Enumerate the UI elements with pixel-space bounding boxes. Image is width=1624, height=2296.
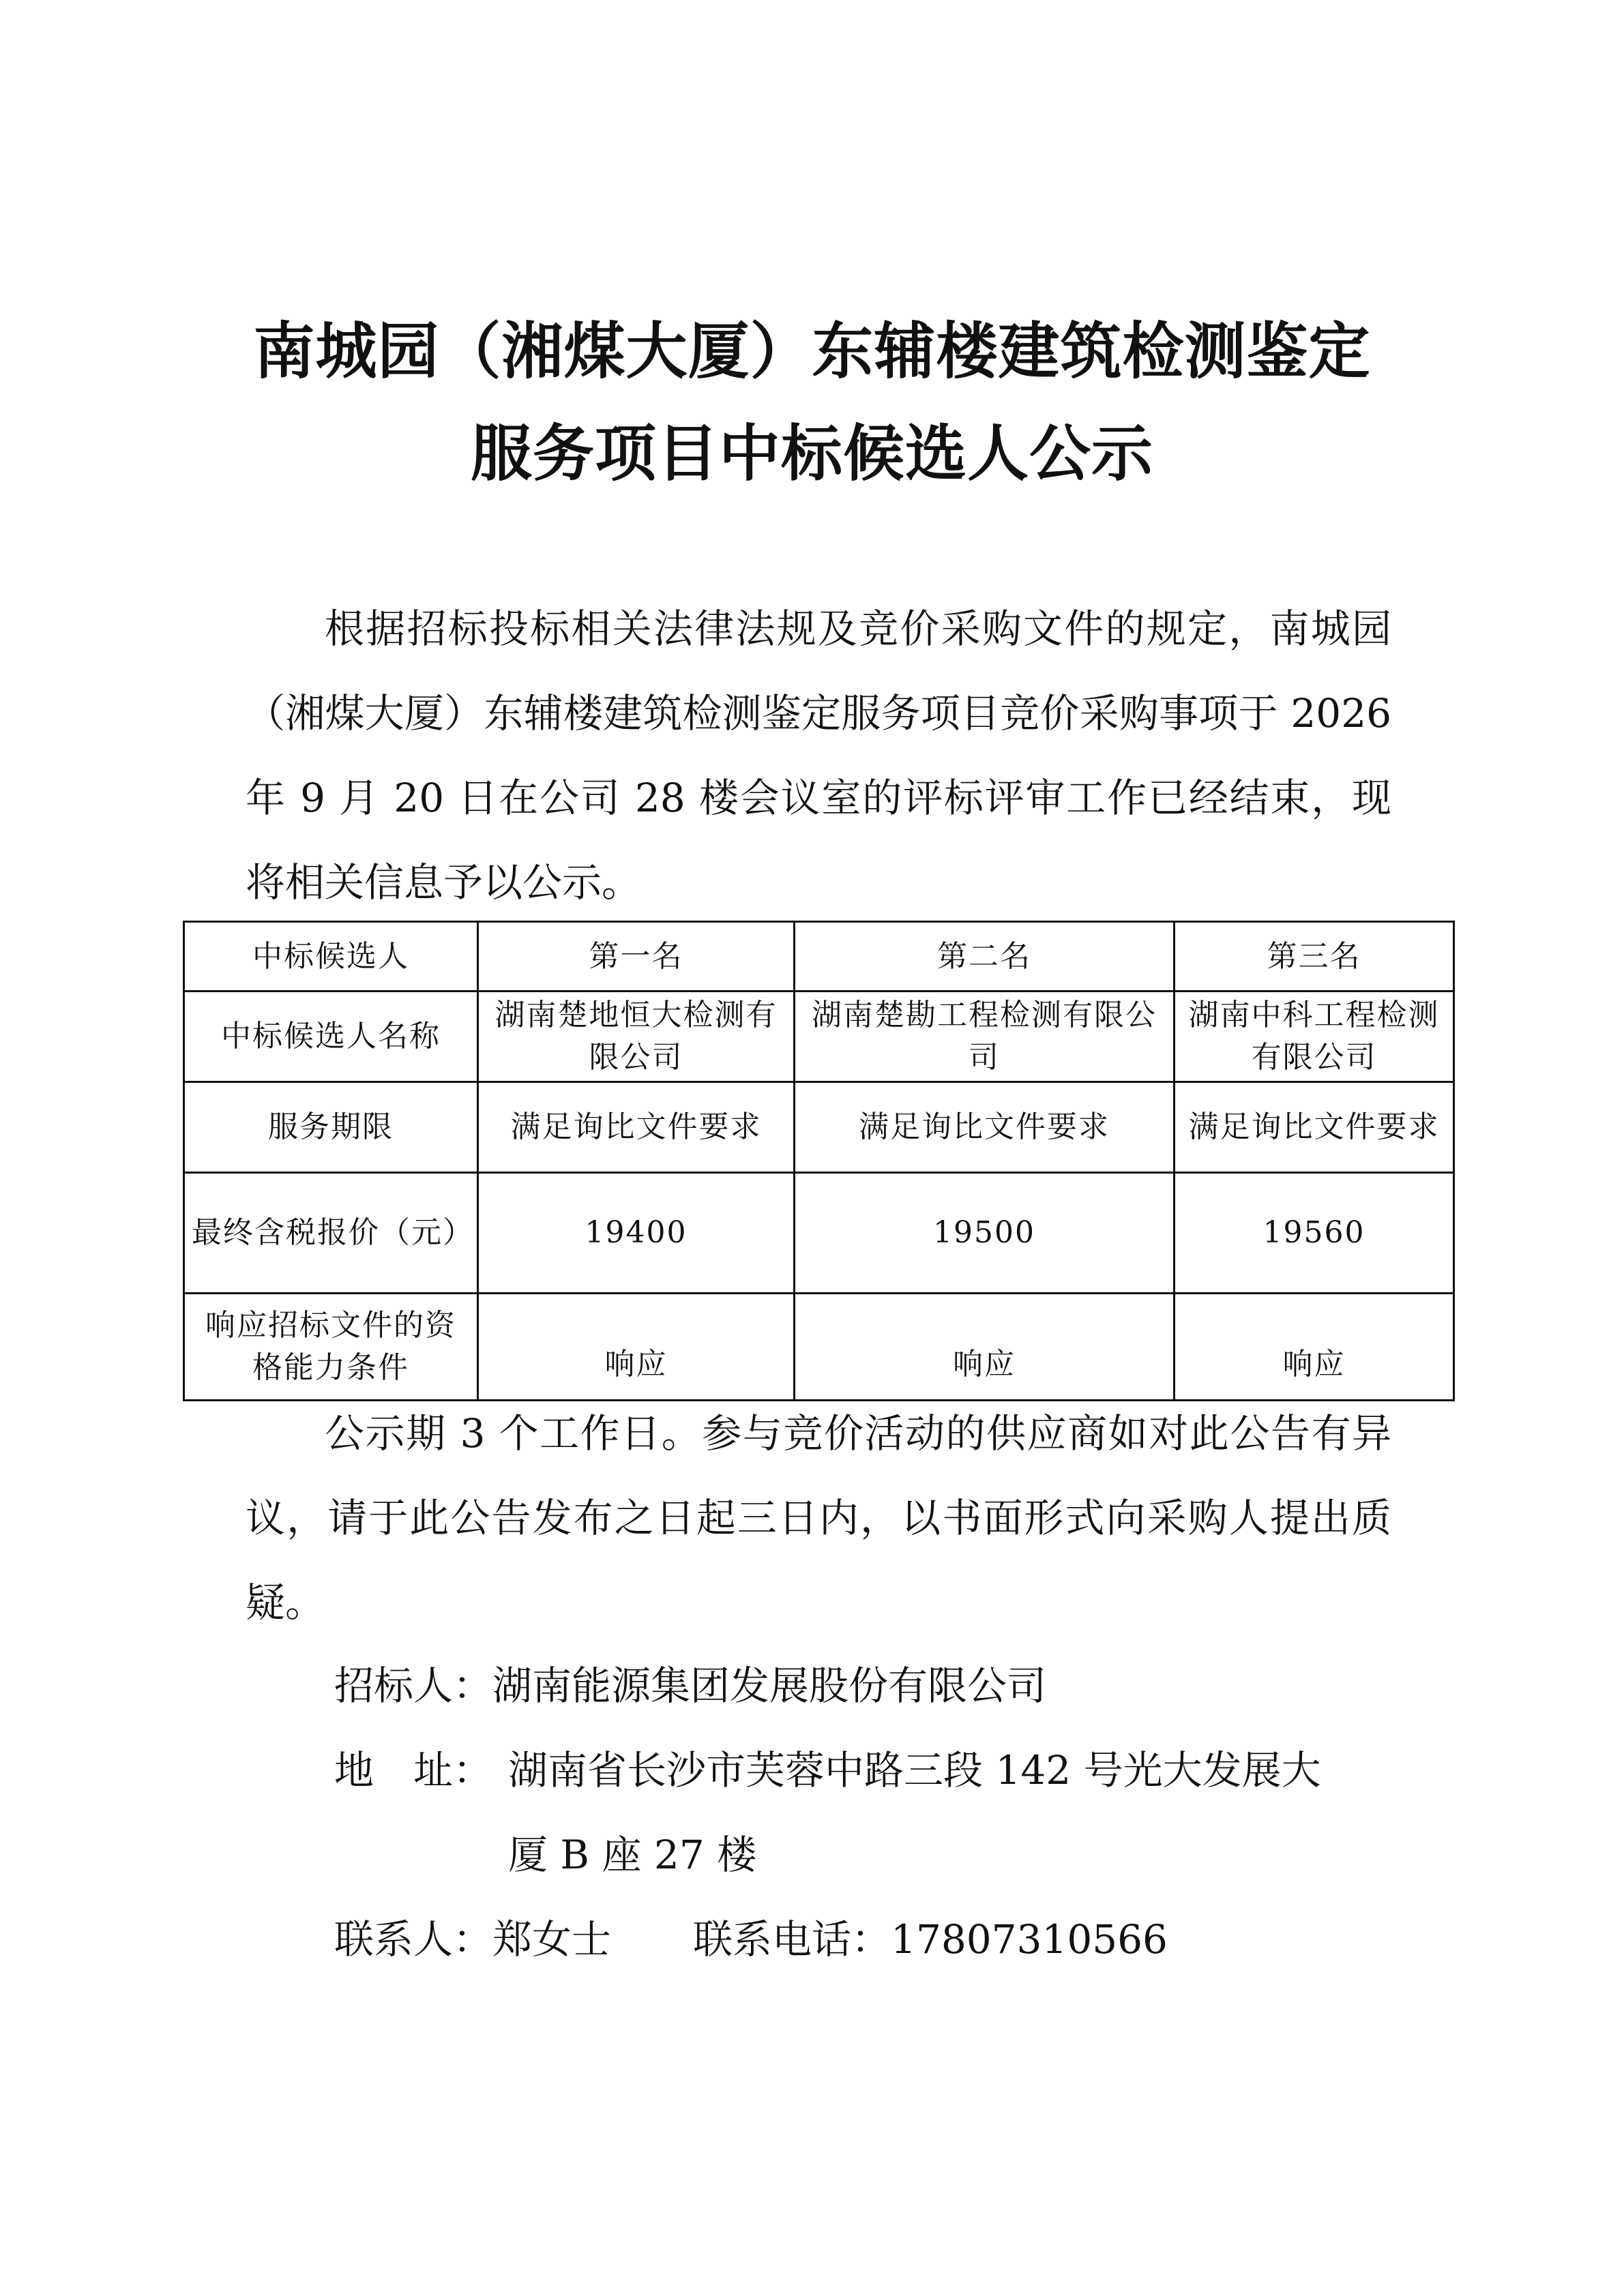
address-label: 地 址： (334, 1747, 493, 1793)
contact-label: 联系人： (334, 1916, 493, 1963)
bidder-line (334, 1643, 1046, 1728)
table-cell: 湖南中科工程检测有限公司 (1175, 992, 1454, 1082)
bidder-label: 招标人： (334, 1663, 493, 1709)
bidder-name: 湖南能源集团发展股份有限公司 (492, 1663, 1047, 1709)
notice-paragraph: 公示期 3 个工作日。参与竞价活动的供应商如对此公告有异议，请于此公告发布之日起三日内，以书面形式向采购人提出质疑。 (246, 1410, 1391, 1626)
address-text-1: 湖南省长沙市芙蓉中路三段 142 号光大发展大 (508, 1747, 1321, 1793)
table-cell: 响应 (795, 1294, 1175, 1401)
row-label: 中标候选人名称 (184, 992, 478, 1082)
table-cell: 满足询比文件要求 (1175, 1082, 1454, 1173)
contact-name: 郑女士 (492, 1916, 612, 1963)
address-line (334, 1728, 1321, 1813)
candidate-table (183, 921, 1455, 1401)
phone-label: 联系电话： (693, 1916, 891, 1963)
table-cell: 满足询比文件要求 (478, 1082, 795, 1173)
row-label: 响应招标文件的资格能力条件 (184, 1294, 478, 1401)
table-cell: 19560 (1175, 1173, 1454, 1294)
table-row-candidate-name (184, 992, 1454, 1082)
table-header-cell: 第三名 (1175, 922, 1454, 992)
intro-paragraph: 根据招标投标相关法律法规及竞价采购文件的规定，南城园（湘煤大厦）东辅楼建筑检测鉴定服务项目竞价采购事项于 2026 年 9 月 20 日在公司 28 楼会议室的评标评审工作已经结束，现将相关信息予以公示。 (246, 606, 1391, 906)
table-header-cell: 第一名 (478, 922, 795, 992)
table-cell: 湖南楚勘工程检测有限公司 (795, 992, 1175, 1082)
table-header-cell: 第二名 (795, 922, 1175, 992)
table-header-cell: 中标候选人 (184, 922, 478, 992)
row-label: 服务期限 (184, 1082, 478, 1173)
table-cell: 湖南楚地恒大检测有限公司 (478, 992, 795, 1082)
document-title-line-2: 服务项目中标候选人公示 (471, 417, 1153, 490)
address-line-2 (508, 1813, 756, 1897)
contact-line (334, 1897, 1168, 1982)
row-label: 最终含税报价（元） (184, 1173, 478, 1294)
table-row-service-period (184, 1082, 1454, 1173)
table-cell: 响应 (1175, 1294, 1454, 1401)
table-cell: 19400 (478, 1173, 795, 1294)
table-row-final-price (184, 1173, 1454, 1294)
table-header-row (184, 922, 1454, 992)
address-text-2: 厦 B 座 27 楼 (508, 1832, 757, 1878)
phone-number: 17807310566 (891, 1916, 1168, 1963)
table-cell: 19500 (795, 1173, 1175, 1294)
table-cell: 满足询比文件要求 (795, 1082, 1175, 1173)
table-row-qualification (184, 1294, 1454, 1401)
document-title-line-1: 南城园（湘煤大厦）东辅楼建筑检测鉴定 (253, 315, 1371, 387)
table-cell: 响应 (478, 1294, 795, 1401)
